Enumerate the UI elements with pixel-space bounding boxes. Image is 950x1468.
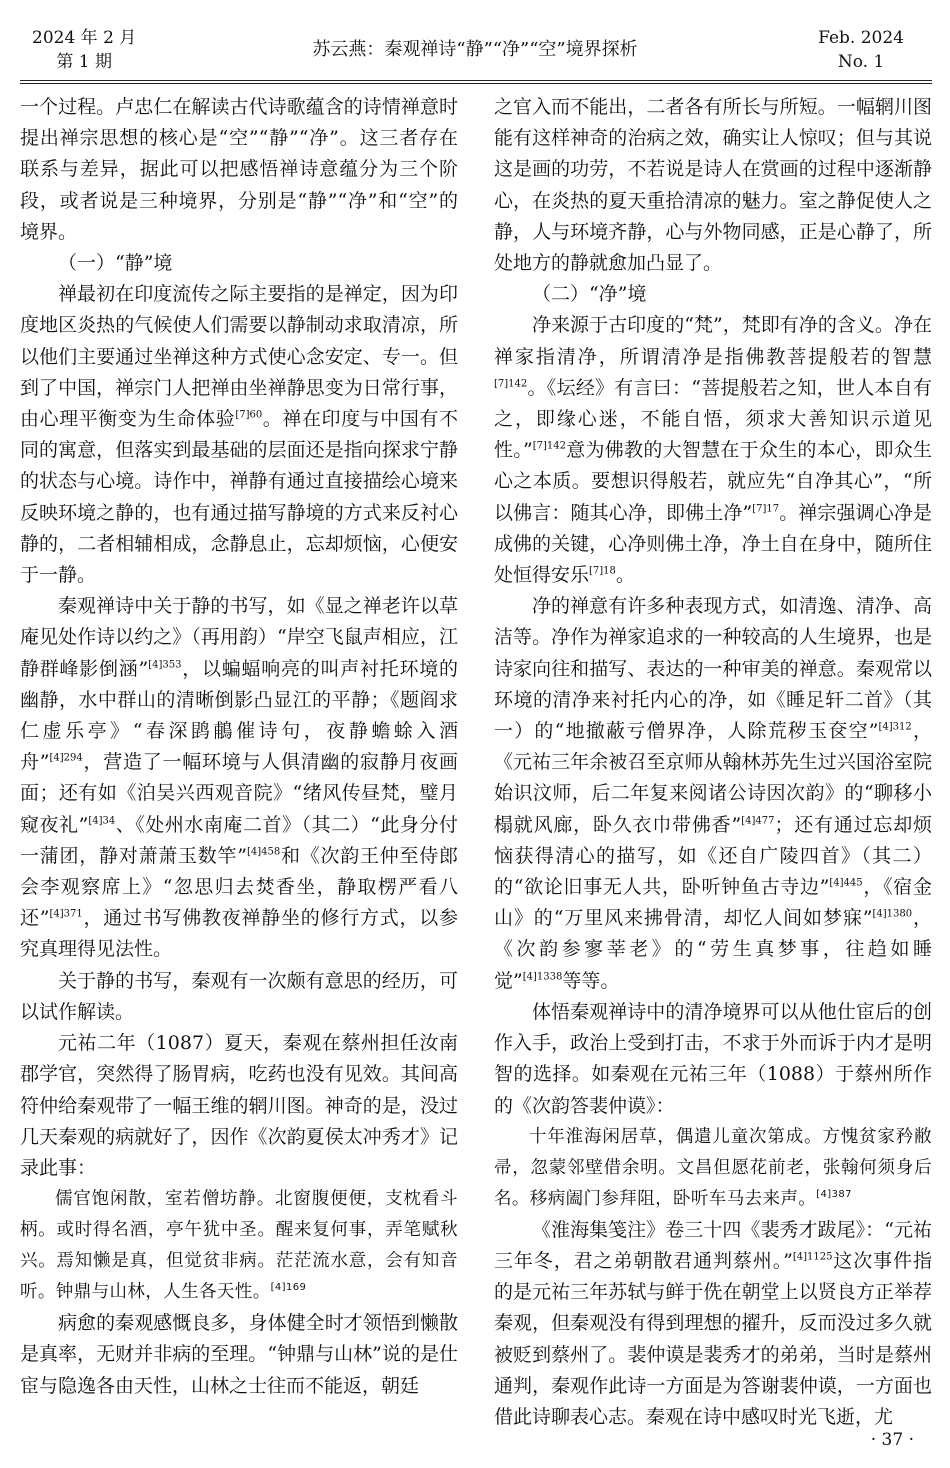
poem-quote: 十年淮海闲居草，偶遣儿童次第成。方愧贫家矜敝帚，忽蒙邻壁借余明。文昌但愿花前老，张翰何须身后名。移病阖门参拜阻，卧听车马去来声。$^{[4]387}$ [494,1126,932,1209]
paragraph: 之官入而不能出，二者各有所长与所短。一幅辋川图能有这样神奇的治病之效，确实让人惊叹；但与其说这是画的功劳，不若说是诗人在赏画的过程中逐渐静心，在炎热的夏天重拾清凉的魅力。室之静促使人之静，人与环境齐静，心与外物同感，正是心静了，所处地方的静就愈加凸显了。 [494,96,932,275]
header-month-en: Feb. 2024 [818,28,904,48]
paragraph: 一个过程。卢忠仁在解读古代诗歌蕴含的诗情禅意时提出禅宗思想的核心是“空”“静”“净”。这三者存在联系与差异，据此可以把感悟禅诗意蕴分为三个阶段，或者说是三种境界，分别是“静”“净”和“空”的境界。 [20,96,458,243]
header-issue-number: 第 1 期 [56,52,112,72]
section-heading: （一）“静”境 [58,252,173,275]
paragraph: 元祐二年（1087）夏天，秦观在蔡州担任汝南郡学官，突然得了肠胃病，吃药也没有见效。其间高符仲给秦观带了一幅王维的辋川图。神奇的是，没过几天秦观的病就好了，因作《次韵夏侯太冲秀才》记录此事： [20,1032,458,1179]
page-number: · 37 · [870,1430,914,1450]
paragraph: 《淮海集笺注》卷三十四《裴秀才跋尾》：“元祐三年冬，君之弟朝散君通判蔡州。”$^{[4]1125}$这次事件指的是元祐三年苏轼与鲜于侁在朝堂上以贤良方正举荐秦观，但秦观没有得到理想的擢升，反而没过多久就被贬到蔡州了。裴仲谟是裴秀才的弟弟，当时是蔡州通判，秦观作此诗一方面是为答谢裴仲谟，一方面也借此诗聊表心志。秦观在诗中感叹时光飞逝，尤 [494,1218,932,1428]
paragraph: 体悟秦观禅诗中的清净境界可以从他仕宦后的创作入手，政治上受到打击，不求于外而诉于内才是明智的选择。如秦观在元祐三年（1088）于蔡州所作的《次韵答裴仲谟》： [494,1000,932,1117]
header-number-en: No. 1 [837,52,885,72]
paragraph: 关于静的书写，秦观有一次颇有意思的经历，可以试作解读。 [20,969,458,1023]
left-column [20,92,458,1402]
header-rule [20,80,932,81]
header-rule-second [20,83,932,84]
header-issue-date-en [818,26,904,74]
right-column [494,92,932,1433]
paragraph: 病愈的秦观感慨良多，身体健全时才领悟到懒散是真率，无财并非病的至理。“钟鼎与山林”说的是仕宦与隐逸各由天性，山林之士往而不能返，朝廷 [20,1312,458,1397]
paragraph: 净来源于古印度的“梵”，梵即有净的含义。净在禅家指清净，所谓清净是指佛教菩提般若的智慧$^{[7]142}$。《坛经》有言曰：“菩提般若之知，世人本自有之，即缘心迷，不能自悟，须求大善知识示道见性。”$^{[7]142}$意为佛教的大智慧在于众生的本心，即众生心之本质。要想识得般若，就应先“自净其心”，“所以佛言：随其心净，即佛土净”$^{[7]17}$。禅宗强调心净是成佛的关键，心净则佛土净，净土自在身中，随所住处恒得安乐$^{[7]18}$。 [494,314,932,587]
header-year-month: 2024 年 2 月 [32,28,137,48]
paragraph: 禅最初在印度流传之际主要指的是禅定，因为印度地区炎热的气候使人们需要以静制动求取清凉，所以他们主要通过坐禅这种方式使心念安定、专一。但到了中国，禅宗门人把禅由坐禅静思变为日常行事，由心理平衡变为生命体验$^{[7]60}$。禅在印度与中国有不同的寓意，但落实到最基础的层面还是指向探求宁静的状态与心境。诗作中，禅静有通过直接描绘心境来反映环境之静的，也有通过描写静境的方式来反衬心静的，二者相辅相成，念静息止，忘却烦恼，心便安于一静。 [20,283,458,587]
paragraph: 秦观禅诗中关于静的书写，如《显之禅老许以草庵见处作诗以约之》（再用韵）“岸空飞鼠声相应，江静群峰影倒涵”$^{[4]353}$，以蝙蝠响亮的叫声衬托环境的幽静，水中群山的清晰倒影凸显江的平静；《题阎求仁虚乐亭》“春深鹍鵏催诗句，夜静蟾蜍入酒舟”$^{[4]294}$，营造了一幅环境与人俱清幽的寂静月夜画面；还有如《泊吴兴西观音院》“绪风传昼梵，璧月窥夜礼”$^{[4]34}$、《处州水南庵二首》（其二）“此身分付一蒲团，静对萧萧玉数竿”$^{[4]458}$和《次韵王仲至侍郎会李观察席上》“忽思归去焚香坐，静取楞严看八还”$^{[4]371}$，通过书写佛教夜禅静坐的修行方式，以参究真理得见法性。 [20,595,458,961]
paragraph: 净的禅意有许多种表现方式，如清逸、清净、高洁等。净作为禅家追求的一种较高的人生境界，也是诗家向往和描写、表达的一种审美的禅意。秦观常以环境的清净来衬托内心的净，如《睡足轩二首》（其一）的“地撤蔽亏僧界净，人除荒秽玉奁空”$^{[4]312}$，《元祐三年余被召至京师从翰林苏先生过兴国浴室院始识汶师，后二年复来阅诸公诗因次韵》的“聊移小榻就风廊，卧久衣巾带佛香”$^{[4]477}$；还有通过忘却烦恼获得清心的描写，如《还自广陵四首》（其二）的“欲论旧事无人共，卧听钟鱼古寺边”$^{[4]445}$，《宿金山》的“万里风来拂骨清，却忆人间如梦寐”$^{[4]1380}$，《次韵参寥莘老》的“劳生真梦事，往趋如睡觉”$^{[4]1338}$等等。 [494,595,932,992]
poem-quote: 儒官饱闲散，室若僧坊静。北窗腹便便，支枕看斗柄。或时得名酒，亭午犹中圣。醒来复何事，弄笔赋秋兴。焉知懒是真，但觉贫非病。茫茫流水意，会有知音听。钟鼎与山林，人生各天性。$^{[4]169}$ [20,1189,458,1303]
header-article-title: 苏云燕：秦观禅诗“静”“净”“空”境界探析 [312,39,638,60]
section-heading: （二）“净”境 [532,283,647,306]
